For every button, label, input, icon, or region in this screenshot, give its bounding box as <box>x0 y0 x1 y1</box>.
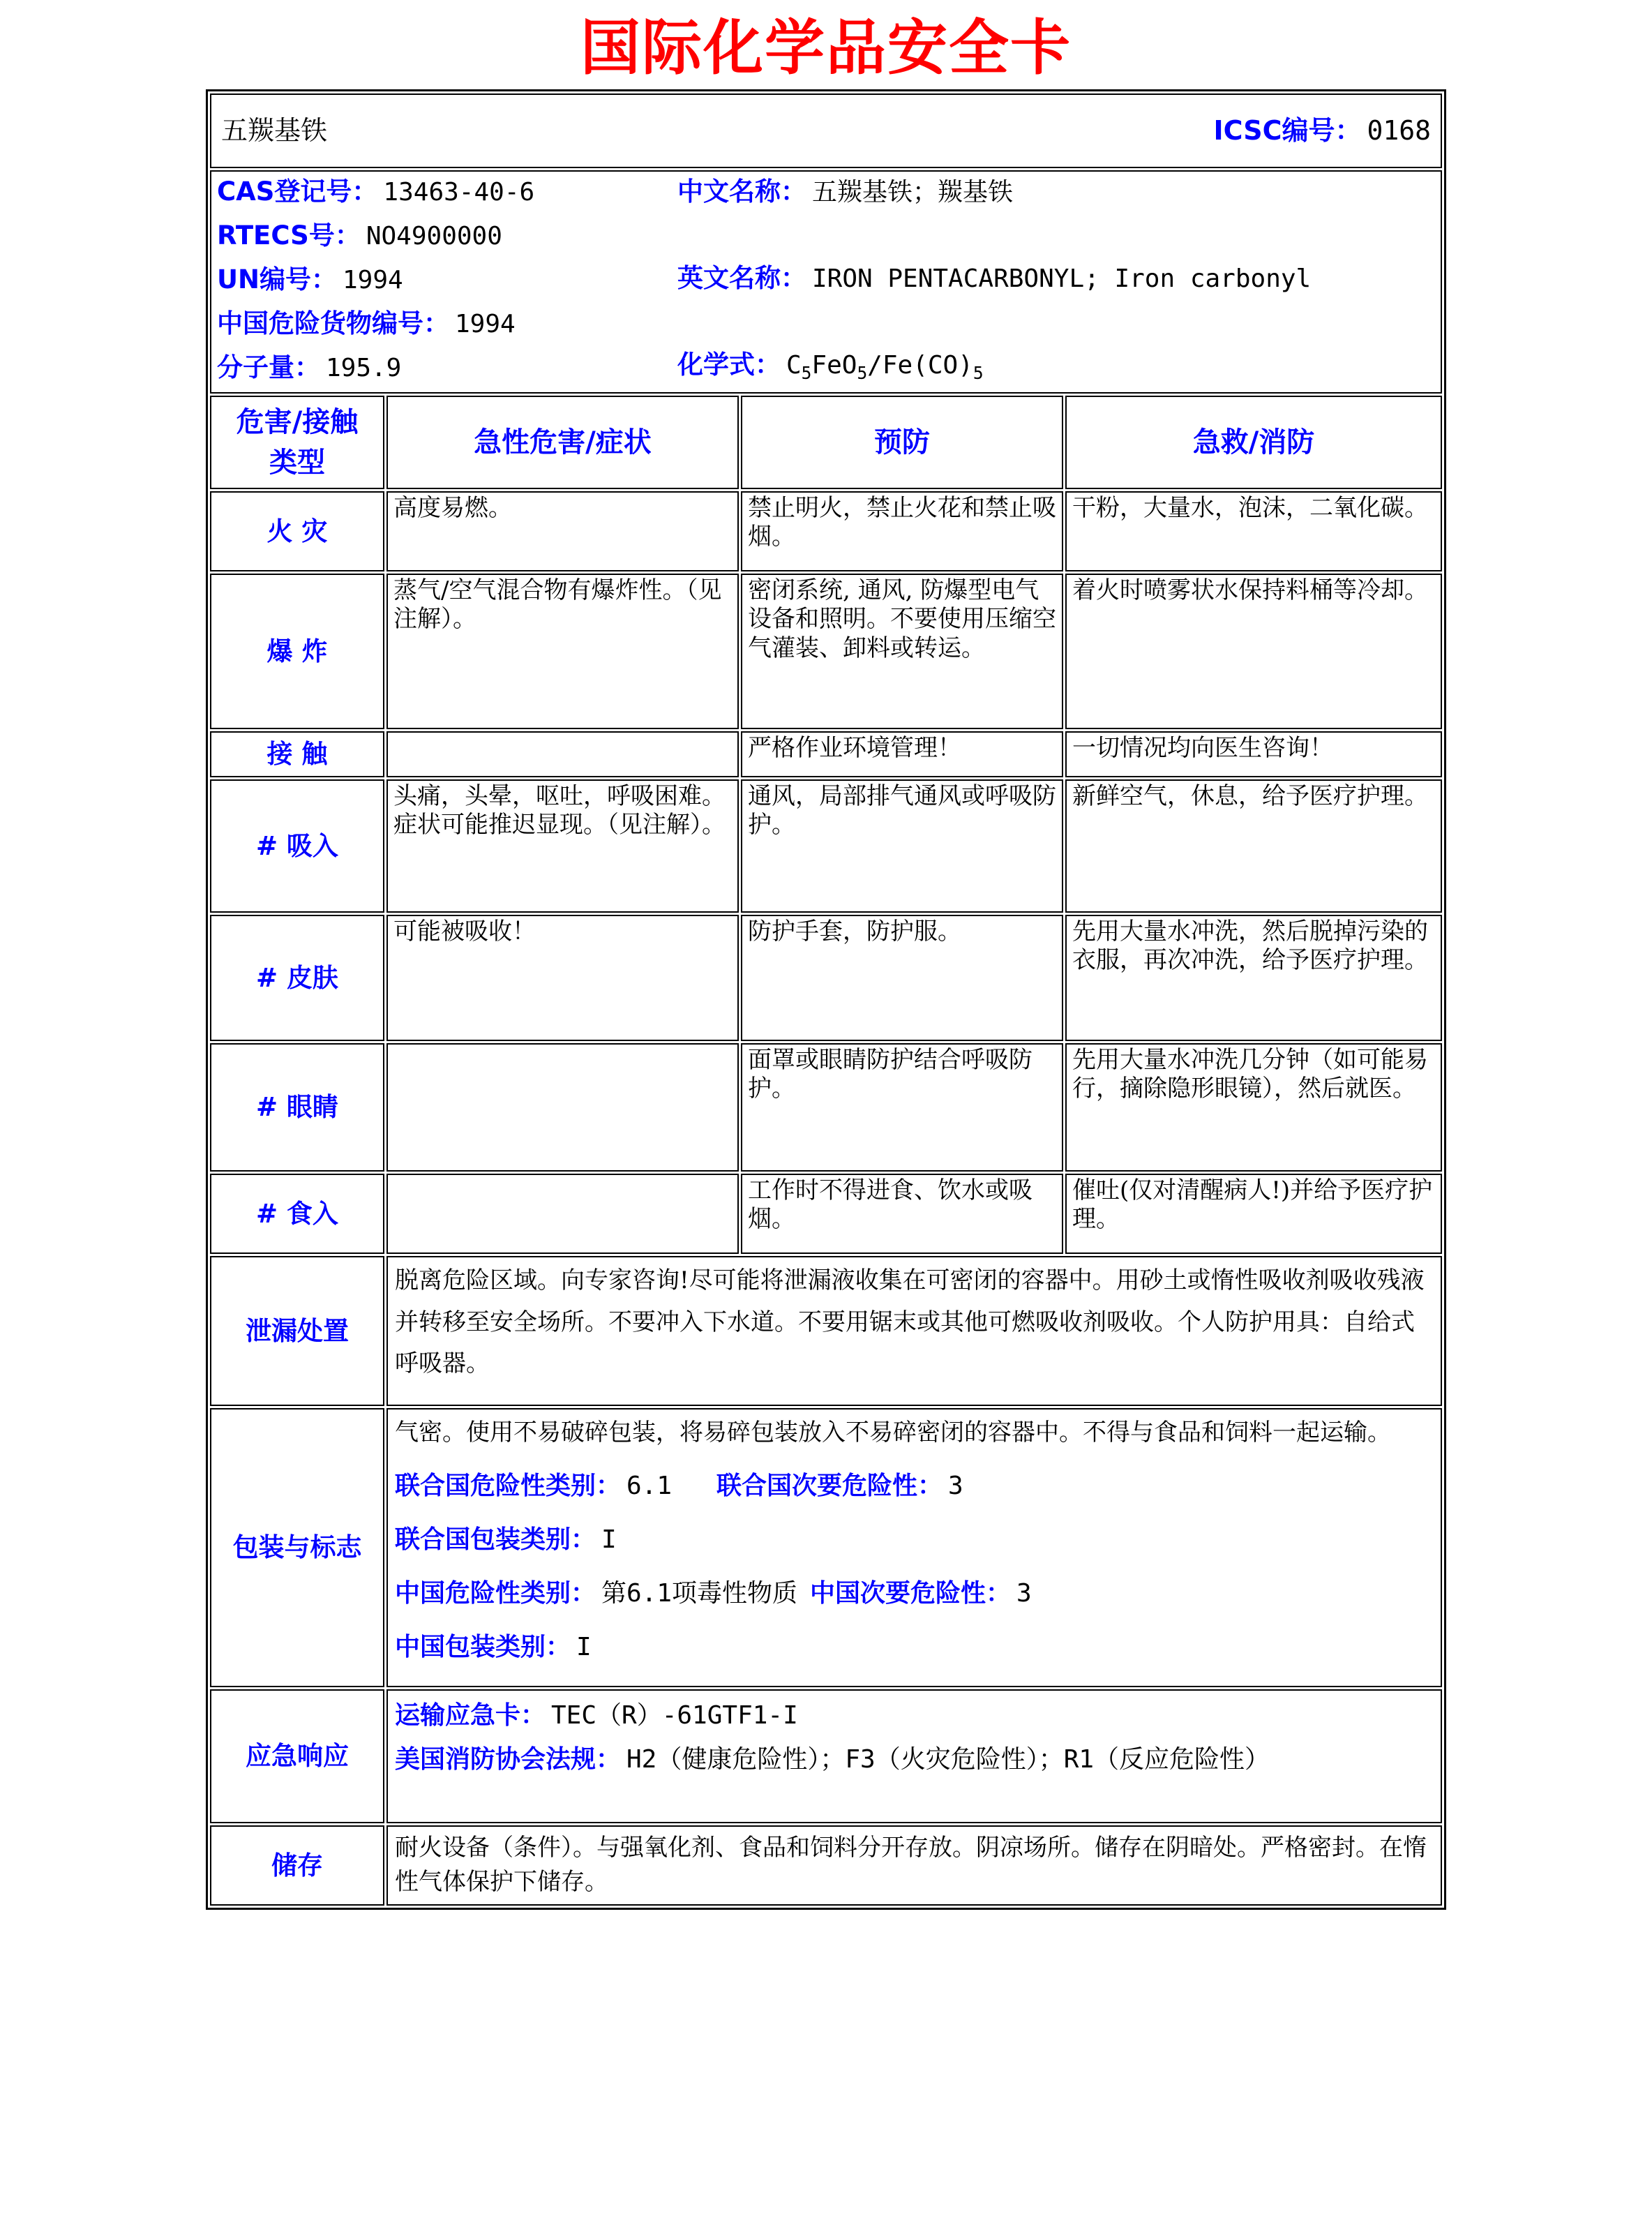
table-row-storage <box>210 1825 1442 1906</box>
explosion-symptoms: 蒸气/空气混合物有爆炸性。（见注解）。 <box>386 574 739 729</box>
row-type-ingestion: # 食入 <box>210 1174 384 1254</box>
un-hazard-class-line <box>395 1464 1434 1508</box>
page-title: 国际化学品安全卡 <box>580 13 1072 83</box>
ingestion-prevention: 工作时不得进食、饮水或吸烟。 <box>741 1174 1063 1254</box>
table-row-spill <box>210 1256 1442 1406</box>
row-type-inhalation: # 吸入 <box>210 779 384 913</box>
inhalation-symptoms: 头痛，头晕，呕吐，呼吸困难。症状可能推迟显现。（见注解）。 <box>386 779 739 913</box>
table-row-packaging <box>210 1408 1442 1687</box>
inhalation-firstaid: 新鲜空气，休息，给予医疗护理。 <box>1065 779 1442 913</box>
table-row-emergency <box>210 1689 1442 1823</box>
china-dg-number-label: 中国危险货物编号： <box>216 308 449 339</box>
eyes-prevention: 面罩或眼睛防护结合呼吸防护。 <box>741 1043 1063 1172</box>
nfpa-code-label: 美国消防协会法规： <box>394 1745 621 1774</box>
table-row-ingestion <box>210 1174 1442 1254</box>
cas-number-value: 13463-40-6 <box>383 178 535 207</box>
row-type-packaging: 包装与标志 <box>210 1408 384 1687</box>
row-type-emergency: 应急响应 <box>210 1689 384 1823</box>
skin-symptoms: 可能被吸收！ <box>386 915 739 1041</box>
inhalation-prevention: 通风，局部排气通风或呼吸防护。 <box>741 779 1063 913</box>
china-dg-number-value: 1994 <box>454 310 516 339</box>
un-packing-group-value: I <box>601 1525 617 1554</box>
explosion-prevention: 密闭系统, 通风, 防爆型电气设备和照明。不要使用压缩空气灌装、卸料或转运。 <box>741 574 1063 729</box>
un-packing-group-line <box>395 1518 1434 1562</box>
packaging-content <box>386 1408 1442 1687</box>
table-row-explosion <box>210 574 1442 729</box>
icsc-card-table <box>206 89 1446 1910</box>
row-type-fire: 火 灾 <box>210 491 384 571</box>
un-subsidiary-risk-label: 联合国次要危险性： <box>716 1471 943 1500</box>
table-row-fire <box>210 491 1442 571</box>
un-number-line <box>217 264 677 296</box>
col-header-hazard-type <box>210 396 384 489</box>
chinese-name-value: 五羰基铁；羰基铁 <box>811 178 1013 207</box>
substance-name: 五羰基铁 <box>220 115 327 147</box>
identifiers-left-column <box>217 173 677 387</box>
row-type-explosion: 爆 炸 <box>210 574 384 729</box>
tec-card-value: TEC（R）-61GTF1-I <box>551 1701 798 1730</box>
un-number-value: 1994 <box>343 266 403 295</box>
skin-firstaid: 先用大量水冲洗，然后脱掉污染的衣服，再次冲洗，给予医疗护理。 <box>1065 915 1442 1041</box>
contact-firstaid: 一切情况均向医生咨询！ <box>1065 731 1442 777</box>
rtecs-number-label: RTECS号： <box>216 220 361 251</box>
header-bar-row <box>210 94 1442 168</box>
cn-subsidiary-risk-label: 中国次要危险性： <box>810 1578 1012 1608</box>
row-type-eyes: # 眼睛 <box>210 1043 384 1172</box>
row-type-storage: 储存 <box>210 1825 384 1906</box>
china-dg-number-line <box>217 308 677 340</box>
identifiers-cell <box>210 170 1442 394</box>
col-header-firstaid: 急救/消防 <box>1065 396 1442 489</box>
un-number-label: UN编号： <box>216 264 337 295</box>
molecular-weight-label: 分子量： <box>216 352 320 383</box>
col-header-prevention: 预防 <box>741 396 1063 489</box>
eyes-symptoms-empty <box>386 1043 739 1172</box>
identifiers-row <box>210 170 1442 394</box>
table-row-inhalation <box>210 779 1442 913</box>
un-hazard-class-value: 6.1 <box>626 1471 673 1500</box>
tec-card-label: 运输应急卡： <box>394 1701 546 1730</box>
cas-number-label: CAS登记号： <box>216 177 378 207</box>
icsc-number-group <box>1214 114 1432 147</box>
col-header-symptoms: 急性危害/症状 <box>386 396 739 489</box>
un-subsidiary-risk-value: 3 <box>948 1471 963 1500</box>
cn-hazard-class-line <box>395 1571 1434 1615</box>
col-header-hazard-type-line1: 危害/接触 <box>236 406 359 438</box>
cn-packing-group-line <box>395 1625 1434 1669</box>
icsc-number-value: 0168 <box>1367 115 1432 147</box>
rtecs-number-value: NO4900000 <box>366 222 502 251</box>
table-row-skin <box>210 915 1442 1041</box>
un-packing-group-label: 联合国包装类别： <box>394 1525 596 1554</box>
formula-value: $C_5FeO_5/Fe(CO)_5$ <box>786 350 984 384</box>
chinese-name-label: 中文名称： <box>677 177 806 207</box>
row-type-contact: 接 触 <box>210 731 384 777</box>
tec-card-line <box>395 1693 1434 1737</box>
ingestion-firstaid: 催吐(仅对清醒病人!)并给予医疗护理。 <box>1065 1174 1442 1254</box>
ingestion-symptoms-empty <box>386 1174 739 1254</box>
row-type-skin: # 皮肤 <box>210 915 384 1041</box>
english-name-label: 英文名称： <box>677 262 806 293</box>
table-row-contact <box>210 731 1442 777</box>
cas-number-line <box>217 176 677 208</box>
header-bar-cell <box>210 94 1442 168</box>
spill-content: 脱离危险区域。向专家咨询!尽可能将泄漏液收集在可密闭的容器中。用砂土或惰性吸收剂吸收残液并转移至安全场所。不要冲入下水道。不要用锯末或其他可燃吸收剂吸收。个人防护用具：自给式呼吸器。 <box>386 1256 1442 1406</box>
cn-hazard-class-label: 中国危险性类别： <box>394 1578 596 1608</box>
fire-firstaid: 干粉，大量水，泡沫，二氧化碳。 <box>1065 491 1442 571</box>
cn-subsidiary-risk-value: 3 <box>1016 1578 1032 1608</box>
table-row-eyes <box>210 1043 1442 1172</box>
col-header-hazard-type-line2: 类型 <box>269 447 325 479</box>
molecular-weight-value: 195.9 <box>325 354 402 383</box>
cn-packing-group-label: 中国包装类别： <box>394 1632 571 1661</box>
packaging-paragraph: 气密。使用不易破碎包装，将易碎包装放入不易碎密闭的容器中。不得与食品和饲料一起运输。 <box>394 1419 1391 1446</box>
molecular-weight-line <box>217 352 677 384</box>
skin-prevention: 防护手套，防护服。 <box>741 915 1063 1041</box>
chinese-name-line <box>677 176 1435 208</box>
identifiers-right-column <box>677 173 1435 387</box>
fire-symptoms: 高度易燃。 <box>386 491 739 571</box>
column-header-row <box>210 396 1442 489</box>
nfpa-code-line <box>395 1737 1434 1781</box>
contact-symptoms-empty <box>386 731 739 777</box>
eyes-firstaid: 先用大量水冲洗几分钟（如可能易行，摘除隐形眼镜），然后就医。 <box>1065 1043 1442 1172</box>
icsc-number-label: ICSC编号： <box>1213 115 1362 147</box>
cn-packing-group-value: I <box>576 1632 592 1661</box>
explosion-firstaid: 着火时喷雾状水保持料桶等冷却。 <box>1065 574 1442 729</box>
nfpa-code-value: H2（健康危险性）；F3（火灾危险性）；R1（反应危险性） <box>626 1745 1270 1774</box>
formula-label: 化学式： <box>677 349 781 380</box>
cn-hazard-class-value: 第6.1项毒性物质 <box>601 1578 798 1608</box>
storage-content: 耐火设备（条件）。与强氧化剂、食品和饲料分开存放。阴凉场所。储存在阴暗处。严格密封。在惰性气体保护下储存。 <box>386 1825 1442 1906</box>
contact-prevention: 严格作业环境管理！ <box>741 731 1063 777</box>
formula-line <box>677 349 1435 384</box>
row-type-spill: 泄漏处置 <box>210 1256 384 1406</box>
english-name-value: IRON PENTACARBONYL; Iron carbonyl <box>811 264 1312 293</box>
rtecs-number-line <box>217 220 677 252</box>
emergency-content <box>386 1689 1442 1823</box>
un-hazard-class-label: 联合国危险性类别： <box>394 1471 621 1500</box>
english-name-line <box>677 262 1435 294</box>
fire-prevention: 禁止明火，禁止火花和禁止吸烟。 <box>741 491 1063 571</box>
